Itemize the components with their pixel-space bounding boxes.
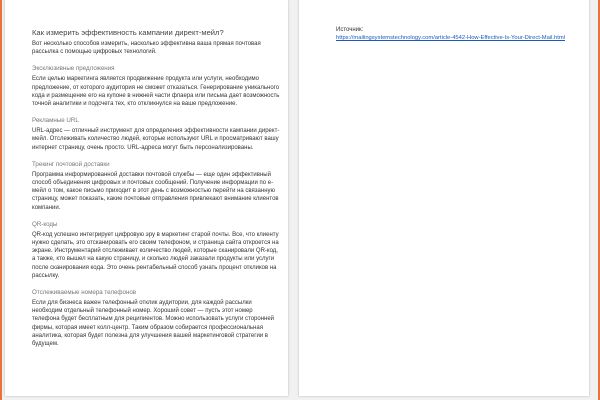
left-edge-accent xyxy=(0,0,2,400)
document-title: Как измерить эффективность кампании директ-мейл? xyxy=(32,28,224,37)
section-body-mail-tracking: Программа информированной доставки почтовой службы — еще один эффективный способ объединения цифровых и почтовых сообщений. Получение информации по e-мейл о том, какое письмо приходит в этот день с возможностью перейти на связанную страницу, может показать, какие почтовые отправления привлекают внимание клиентов компании. xyxy=(32,171,279,211)
source-label: Источник: xyxy=(336,27,364,33)
section-heading-tracked-phones: Отслеживаемые номера телефонов xyxy=(32,289,137,297)
section-body-exclusive-offers: Если целью маркетинга является продвижение продукта или услуги, необходимо предложение, от которого аудитория не сможет отказаться. Генерирование уникального кода и размещение его на купоне в нижней части флаера или письма дает возможность точной аналитики и подсчета тех, кто откликнулся на ваше предложение. xyxy=(32,76,280,108)
section-heading-promo-urls: Рекламные URL xyxy=(32,117,79,125)
document-page-2 xyxy=(299,0,589,396)
section-heading-qr-codes: QR-коды xyxy=(32,220,58,228)
section-body-qr-codes: QR-код успешно интегрирует цифровую эру в маркетинг старой почты. Все, что клиенту нужно сделать, это отсканировать его своим телефоном, и страница сайта откроется на экране. Инструментарий отслеживает количество людей, которые сканировали QR-код, а также, кто вышел на какую страницу, и сколько людей заказали продукты или услуги после сканирования кода. Это очень рентабельный способ узнать процент откликов на рассылку. xyxy=(32,231,279,279)
page-2-content xyxy=(336,26,586,42)
section-body-tracked-phones: Если для бизнеса важен телефонный отклик аудитории, для каждой рассылки необходим отдельный телефонный номер. Хороший совет — пусть этот номер телефона будет бесплатным для реципиентов. Можно использовать услуги сторонней фирмы, которая имеет колл-центр. Таким образом собирается профессиональная аналитика, которая будет полезна для улучшения вашей маркетинговой стратегии в будущем. xyxy=(32,300,275,348)
source-link[interactable]: https://mailingsystemstechnology.com/article-4542-How-Effective-Is-Your-Direct-Mail.html xyxy=(336,35,565,41)
document-page-1 xyxy=(5,0,288,396)
section-body-promo-urls: URL-адрес — отличный инструмент для определения эффективности кампании директ-мейл. Отслеживать количество людей, которые используют URL и просматривают вашу интернет страницу, очень просто. URL-адреса могут быть персонализированы. xyxy=(32,128,280,151)
section-heading-mail-tracking: Трекинг почтовой доставки xyxy=(32,160,110,168)
intro-paragraph: Вот несколько способов измерить, насколько эффективна ваша прямая почтовая рассылка с помощью цифровых технологий. xyxy=(32,41,261,56)
page-1-content xyxy=(32,28,280,348)
section-heading-exclusive-offers: Эксклюзивные предложения xyxy=(32,65,115,73)
